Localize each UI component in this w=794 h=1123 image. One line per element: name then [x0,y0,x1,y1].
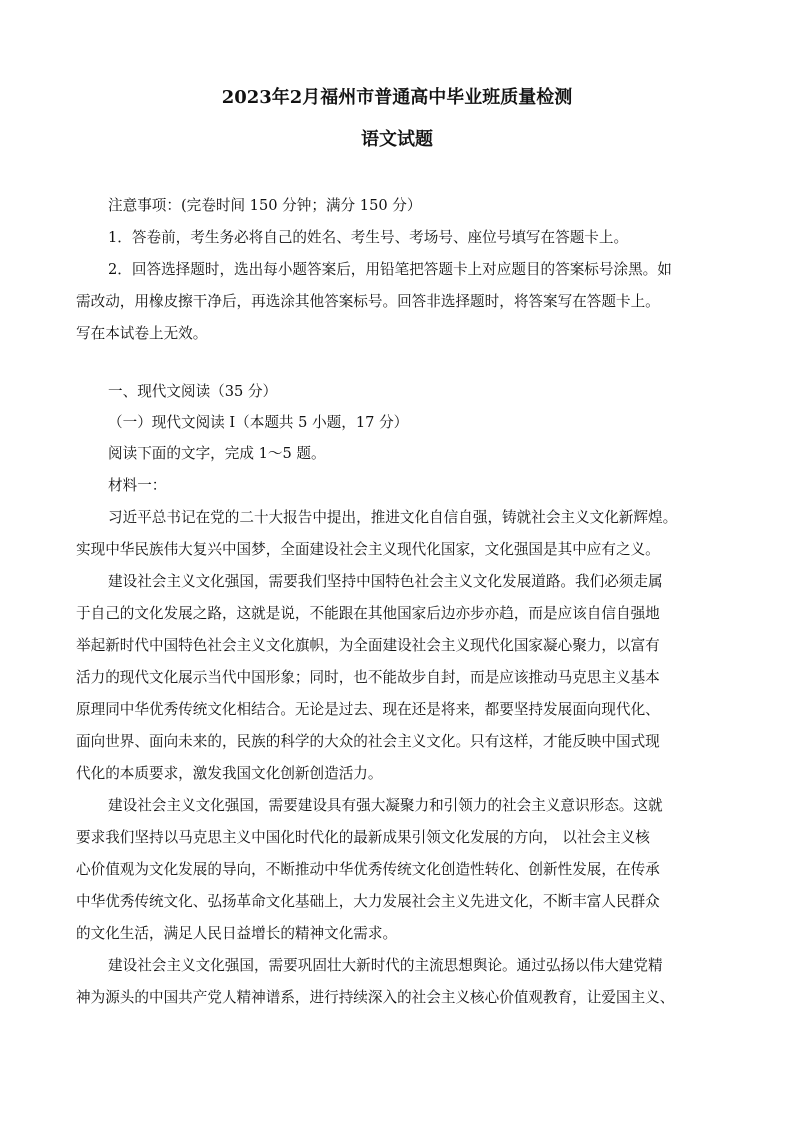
body-line: 代化的本质要求，激发我国文化创新创造活力。 [76,765,383,782]
page-subtitle: 语文试题 [361,129,433,150]
body-line: 建设社会主义文化强国，需要我们坚持中国特色社会主义文化发展道路。我们必须走属 [108,573,663,590]
notice-item-2-cont: 需改动，用橡皮擦干净后，再选涂其他答案标号。回答非选择题时，将答案写在答题卡上。 [76,293,660,310]
body-line: 习近平总书记在党的二十大报告中提出，推进文化自信自强，铸就社会主义文化新辉煌。 [108,509,678,526]
body-line: 于自己的文化发展之路，这就是说，不能跟在其他国家后边亦步亦趋，而是应该自信自强地 [76,605,660,622]
body-line: 中华优秀传统文化、弘扬革命文化基础上，大力发展社会主义先进文化，不断丰富人民群众 [76,893,660,910]
material-label: 材料一： [108,477,167,494]
body-line: 举起新时代中国特色社会主义文化旗帜，为全面建设社会主义现代化国家凝心聚力，以富有 [76,637,660,654]
body-line: 建设社会主义文化强国，需要巩固壮大新时代的主流思想舆论。通过弘扬以伟大建党精 [108,957,663,974]
notice-item-1: 1．答卷前，考生务必将自己的姓名、考生号、考场号、座位号填写在答题卡上。 [108,229,629,246]
body-line: 心价值观为文化发展的导向，不断推动中华优秀传统文化创造性转化、创新性发展，在传承 [76,861,660,878]
reading-instruction: 阅读下面的文字，完成 1～5 题。 [108,445,326,462]
body-line: 神为源头的中国共产党人精神谱系，进行持续深入的社会主义核心价值观教育，让爱国主义、 [76,989,675,1006]
body-line: 面向世界、面向未来的，民族的科学的大众的社会主义文化。只有这样，才能反映中国式现 [76,733,660,750]
body-line: 活力的现代文化展示当代中国形象；同时，也不能故步自封，而是应该推动马克思主义基本 [76,669,660,686]
notice-item-2-end: 写在本试卷上无效。 [76,325,208,342]
body-line: 原理同中华优秀传统文化相结合。无论是过去、现在还是将来，都要坚持发展面向现代化、 [76,701,660,718]
section-heading: 一、现代文阅读（35 分） [108,383,278,400]
body-line: 实现中华民族伟大复兴中国梦，全面建设社会主义现代化国家，文化强国是其中应有之义。 [76,541,660,558]
body-line: 建设社会主义文化强国，需要建设具有强大凝聚力和引领力的社会主义意识形态。这就 [108,797,663,814]
body-line: 要求我们坚持以马克思主义中国化时代化的最新成果引领文化发展的方向， 以社会主义核 [76,829,650,846]
notice-item-2: 2．回答选择题时，选出每小题答案后，用铅笔把答题卡上对应题目的答案标号涂黑。如 [108,261,672,278]
section-subheading: （一）现代文阅读 I（本题共 5 小题，17 分） [108,414,409,431]
page-title: 2023年2月福州市普通高中毕业班质量检测 [221,87,573,108]
notice-heading: 注意事项：(完卷时间 150 分钟；满分 150 分） [108,197,422,214]
body-line: 的文化生活，满足人民日益增长的精神文化需求。 [76,925,398,942]
